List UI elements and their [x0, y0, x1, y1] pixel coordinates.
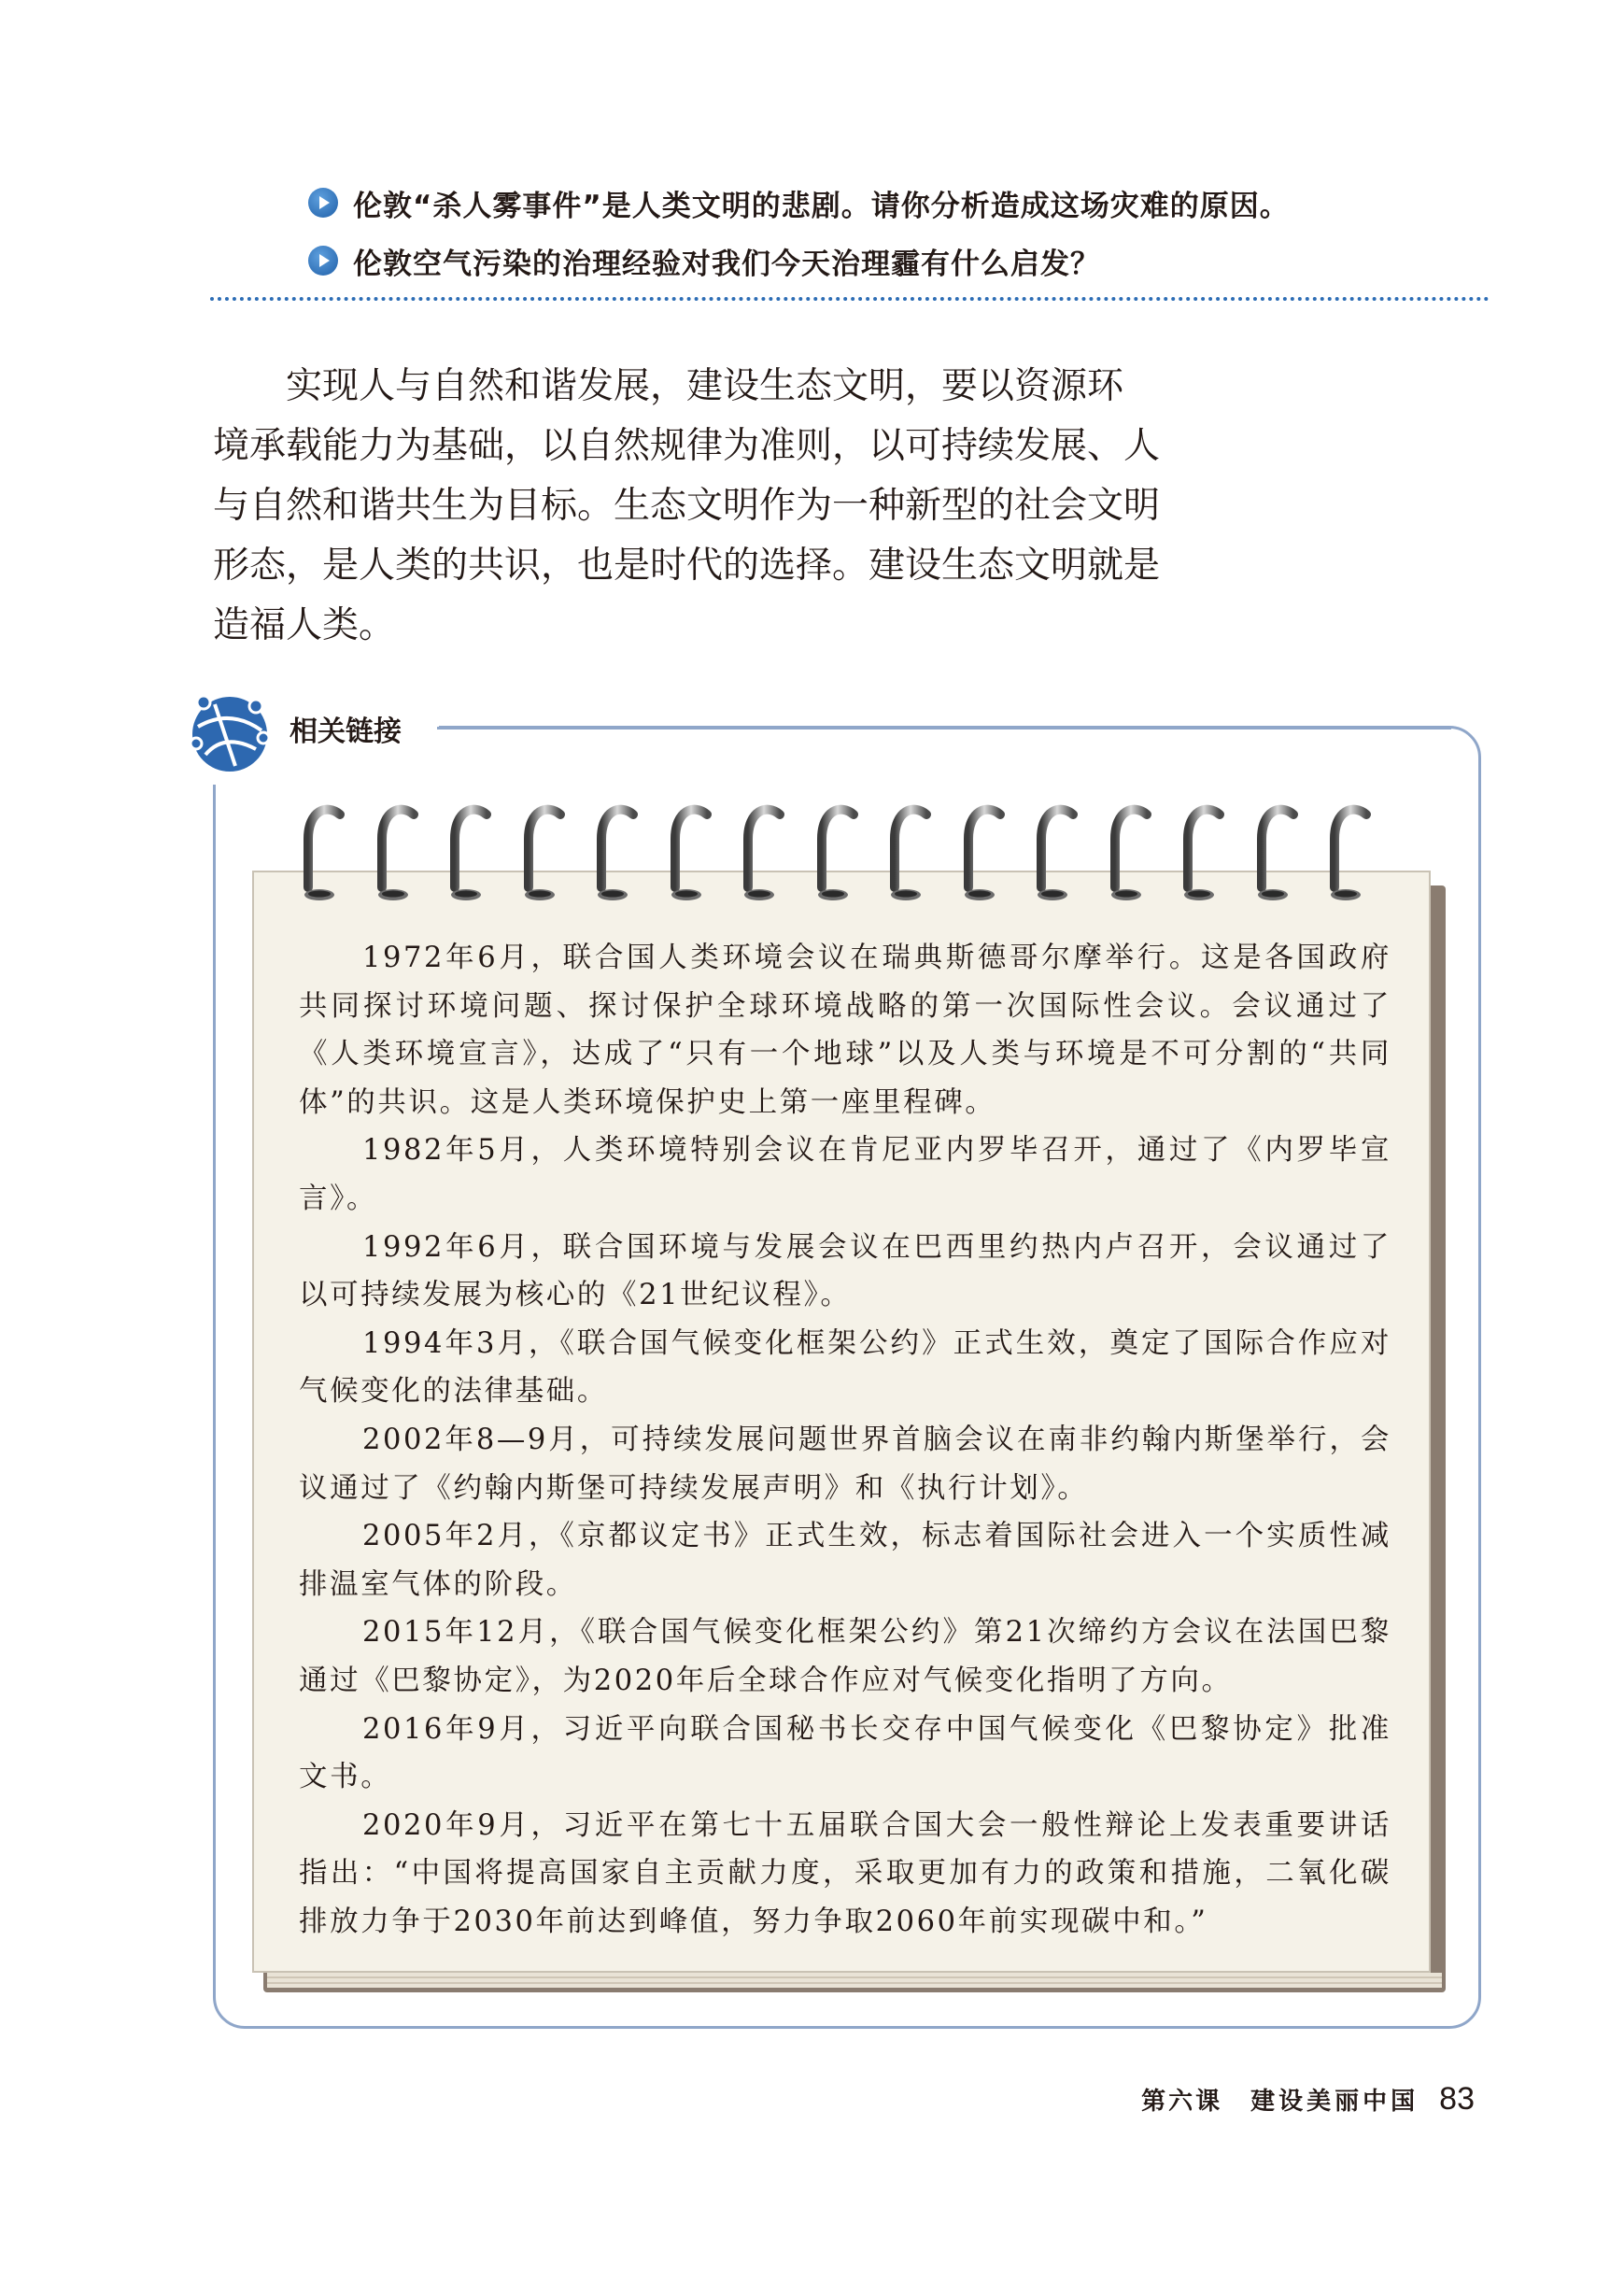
notebook-page-edge — [267, 1973, 1442, 1988]
main-paragraph-line: 形态，是人类的共识，也是时代的选择。建设生态文明就是 — [213, 545, 1161, 587]
page-footer — [1141, 2081, 1475, 2118]
main-paragraph-line: 实现人与自然和谐发展，建设生态文明，要以资源环 — [286, 365, 1124, 407]
main-paragraph-line: 造福人类。 — [213, 604, 396, 646]
page-number: 83 — [1439, 2081, 1475, 2117]
spiral-ring-icon — [1325, 801, 1381, 904]
arrow-bullet-icon — [308, 188, 338, 218]
dotted-divider — [210, 297, 1490, 301]
question-item — [308, 232, 1485, 290]
spiral-ring-icon — [885, 801, 941, 904]
spiral-ring-icon — [1179, 801, 1235, 904]
footer-lesson: 第六课 — [1141, 2088, 1223, 2116]
question-item — [308, 174, 1485, 232]
spiral-ring-icon — [1252, 801, 1308, 904]
timeline-paragraph: 1994年3月，《联合国气候变化框架公约》正式生效，奠定了国际合作应对气候变化的法律基础。 — [299, 1326, 1391, 1409]
spiral-ring-icon — [445, 801, 501, 904]
network-globe-icon — [187, 689, 273, 775]
timeline-paragraph: 1972年6月，联合国人类环境会议在瑞典斯德哥尔摩举行。这是各国政府共同探讨环境问题、探讨保护全球环境战略的第一次国际性会议。会议通过了《人类环境宣言》，达成了“只有一个地球”以及人类与环境是不可分割的“共同体”的共识。这是人类环境保护史上第一座里程碑。 — [299, 942, 1391, 1119]
timeline-paragraph: 2020年9月，习近平在第七十五届联合国大会一般性辩论上发表重要讲话指出：“中国将提高国家自主贡献力度，采取更加有力的政策和措施，二氧化碳排放力争于2030年前达到峰值，努力争取2060年前实现碳中和。” — [299, 1808, 1391, 1938]
discussion-questions — [308, 174, 1485, 290]
spiral-ring-icon — [959, 801, 1015, 904]
main-paragraph-line: 境承载能力为基础，以自然规律为准则，以可持续发展、人 — [213, 425, 1161, 467]
spiral-ring-icon — [592, 801, 648, 904]
related-link-rule — [437, 727, 1451, 730]
question-text: 伦敦空气污染的治理经验对我们今天治理霾有什么启发？ — [353, 247, 1100, 281]
spiral-ring-icon — [373, 801, 429, 904]
timeline-paragraph: 1982年5月，人类环境特别会议在肯尼亚内罗毕召开，通过了《内罗毕宣言》。 — [299, 1134, 1391, 1215]
spiral-ring-icon — [1032, 801, 1088, 904]
timeline-paragraph: 2016年9月，习近平向联合国秘书长交存中国气候变化《巴黎协定》批准文书。 — [299, 1712, 1391, 1794]
spiral-ring-icon — [812, 801, 868, 904]
notebook-spiral-binding — [299, 801, 1401, 904]
arrow-bullet-icon — [308, 246, 338, 276]
question-text: 伦敦“杀人雾事件”是人类文明的悲剧。请你分析造成这场灾难的原因。 — [353, 189, 1290, 223]
timeline-paragraph: 2005年2月，《京都议定书》正式生效，标志着国际社会进入一个实质性减排温室气体的阶段。 — [299, 1520, 1391, 1601]
spiral-ring-icon — [739, 801, 795, 904]
spiral-ring-icon — [1106, 801, 1162, 904]
main-paragraph — [213, 357, 1184, 656]
spiral-ring-icon — [666, 801, 722, 904]
related-link-title: 相关链接 — [289, 715, 402, 748]
timeline-paragraph: 1992年6月，联合国环境与发展会议在巴西里约热内卢召开，会议通过了以可持续发展为核心的《21世纪议程》。 — [299, 1230, 1391, 1312]
footer-title: 建设美丽中国 — [1250, 2088, 1419, 2116]
related-link-body — [299, 934, 1391, 1946]
spiral-ring-icon — [299, 801, 355, 904]
spiral-ring-icon — [519, 801, 575, 904]
timeline-paragraph: 2015年12月，《联合国气候变化框架公约》第21次缔约方会议在法国巴黎通过《巴黎协定》，为2020年后全球合作应对气候变化指明了方向。 — [299, 1616, 1391, 1697]
main-paragraph-line: 与自然和谐共生为目标。生态文明作为一种新型的社会文明 — [213, 485, 1161, 527]
timeline-paragraph: 2002年8—9月，可持续发展问题世界首脑会议在南非约翰内斯堡举行，会议通过了《约翰内斯堡可持续发展声明》和《执行计划》。 — [299, 1423, 1391, 1505]
